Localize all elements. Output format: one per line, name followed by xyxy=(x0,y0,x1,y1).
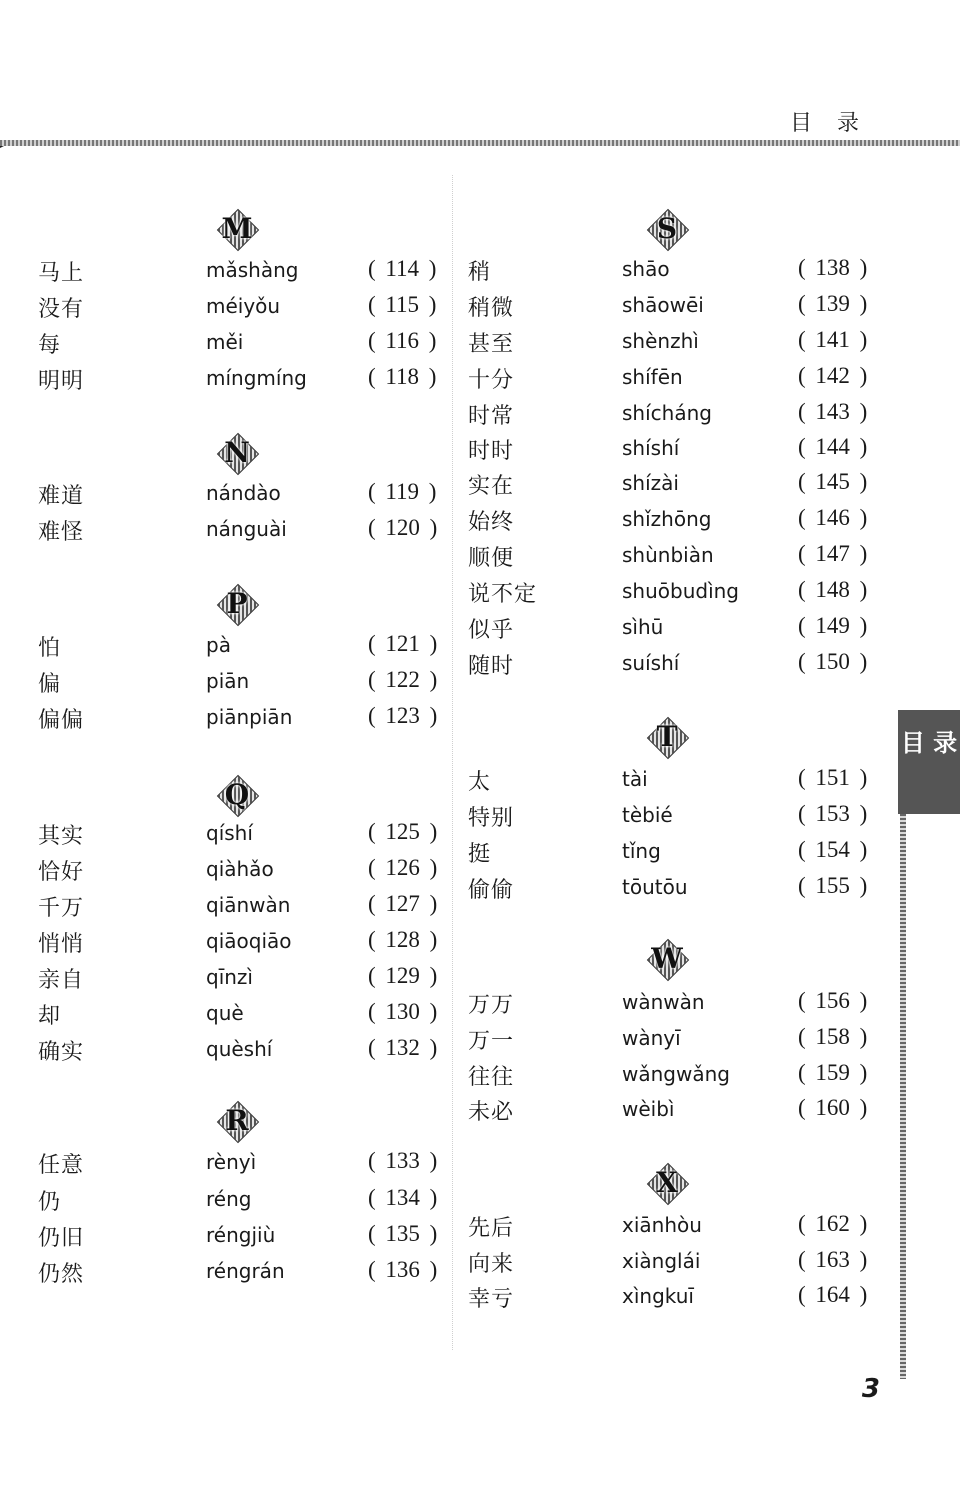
entry-pinyin: nándào xyxy=(206,481,281,505)
entry-word: 亲自 xyxy=(38,968,85,993)
entry-word: 甚至 xyxy=(468,332,515,357)
entry-page-ref: ( 123 ) xyxy=(368,703,438,728)
entry-page-ref: ( 144 ) xyxy=(798,434,868,459)
entry-page-ref: ( 153 ) xyxy=(798,801,868,826)
toc-entry[interactable] xyxy=(468,577,888,613)
page-edge-strip xyxy=(900,814,906,1379)
entry-page-ref: ( 160 ) xyxy=(798,1095,868,1120)
section-letter: M xyxy=(221,212,253,245)
entry-page-ref: ( 128 ) xyxy=(368,927,438,952)
entry-pinyin: qiānwàn xyxy=(206,893,291,917)
entry-page-ref: ( 151 ) xyxy=(798,765,868,790)
entry-page-ref: ( 142 ) xyxy=(798,363,868,388)
entry-page-ref: ( 162 ) xyxy=(798,1211,868,1236)
entry-page-ref: ( 164 ) xyxy=(798,1282,868,1307)
entry-word: 任意 xyxy=(38,1153,85,1178)
entry-page-ref: ( 115 ) xyxy=(368,292,437,317)
entry-word: 稍 xyxy=(468,260,492,285)
toc-entry[interactable] xyxy=(468,399,888,435)
entry-word: 悄悄 xyxy=(38,932,85,957)
entry-pinyin: wànyī xyxy=(622,1026,681,1050)
toc-entry[interactable] xyxy=(468,649,888,685)
toc-entry[interactable] xyxy=(38,256,458,292)
entry-pinyin: tài xyxy=(622,767,648,791)
toc-entry[interactable] xyxy=(468,291,888,327)
entry-pinyin: nánguài xyxy=(206,517,287,541)
entry-page-ref: ( 130 ) xyxy=(368,999,438,1024)
entry-word: 千万 xyxy=(38,896,85,921)
entry-pinyin: qíshí xyxy=(206,821,253,845)
section-letter: S xyxy=(656,212,678,245)
entry-pinyin: rènyì xyxy=(206,1150,257,1174)
entry-pinyin: méiyǒu xyxy=(206,294,281,318)
toc-entry[interactable] xyxy=(38,479,458,515)
toc-entry[interactable] xyxy=(468,1211,888,1247)
entry-word: 马上 xyxy=(38,261,85,286)
toc-entry[interactable] xyxy=(468,613,888,649)
entry-word: 说不定 xyxy=(468,582,538,607)
entry-page-ref: ( 154 ) xyxy=(798,837,868,862)
entry-word: 实在 xyxy=(468,474,515,499)
entry-pinyin: shāowēi xyxy=(622,293,704,317)
section-letter: P xyxy=(226,587,248,620)
entry-word: 偷偷 xyxy=(468,878,515,903)
entry-word: 特别 xyxy=(468,806,515,831)
toc-entry[interactable] xyxy=(468,434,888,470)
entry-page-ref: ( 158 ) xyxy=(798,1024,868,1049)
entry-pinyin: xiānhòu xyxy=(622,1213,702,1237)
entry-pinyin: shízài xyxy=(622,471,679,495)
section-letter-badge xyxy=(216,1100,258,1142)
entry-word: 幸亏 xyxy=(468,1287,515,1312)
entry-pinyin: tōutōu xyxy=(622,875,688,899)
entry-word: 挺 xyxy=(468,842,492,867)
entry-pinyin: wèibì xyxy=(622,1097,675,1121)
entry-pinyin: réngjiù xyxy=(206,1223,276,1247)
entry-page-ref: ( 116 ) xyxy=(368,328,437,353)
section-letter: R xyxy=(225,1104,249,1137)
section-letter: N xyxy=(224,436,250,469)
entry-pinyin: qiāoqiāo xyxy=(206,929,292,953)
toc-entry[interactable] xyxy=(38,1185,458,1221)
entry-word: 仍 xyxy=(38,1190,62,1215)
entry-pinyin: réngrán xyxy=(206,1259,285,1283)
entry-word: 时时 xyxy=(468,439,515,464)
entry-word: 怕 xyxy=(38,636,62,661)
entry-pinyin: shíshí xyxy=(622,436,680,460)
entry-word: 向来 xyxy=(468,1252,515,1277)
entry-page-ref: ( 133 ) xyxy=(368,1148,438,1173)
section-letter: X xyxy=(656,1166,678,1199)
toc-entry[interactable] xyxy=(468,1247,888,1283)
entry-pinyin: shùnbiàn xyxy=(622,543,714,567)
entry-page-ref: ( 148 ) xyxy=(798,577,868,602)
entry-pinyin: suíshí xyxy=(622,651,680,675)
toc-entry[interactable] xyxy=(38,1257,458,1293)
entry-pinyin: tǐng xyxy=(622,839,661,863)
entry-page-ref: ( 143 ) xyxy=(798,399,868,424)
toc-entry[interactable] xyxy=(38,855,458,891)
entry-pinyin: què xyxy=(206,1001,244,1025)
entry-page-ref: ( 122 ) xyxy=(368,667,438,692)
entry-word: 时常 xyxy=(468,404,515,429)
entry-pinyin: piān xyxy=(206,669,250,693)
entry-page-ref: ( 138 ) xyxy=(798,255,868,280)
toc-entry[interactable] xyxy=(38,667,458,703)
entry-pinyin: qīnzì xyxy=(206,965,253,989)
entry-word: 太 xyxy=(468,770,492,795)
toc-entry[interactable] xyxy=(468,1095,888,1131)
section-letter: Q xyxy=(224,778,250,811)
entry-pinyin: xìngkuī xyxy=(622,1284,694,1308)
section-letter-badge xyxy=(646,716,688,758)
section-letter-badge xyxy=(216,774,258,816)
entry-word: 明明 xyxy=(38,369,85,394)
section-letter-badge xyxy=(216,583,258,625)
entry-page-ref: ( 149 ) xyxy=(798,613,868,638)
toc-entry[interactable] xyxy=(468,765,888,801)
running-header-title: 目 录 xyxy=(790,111,861,136)
entry-word: 仍然 xyxy=(38,1262,85,1287)
toc-entry[interactable] xyxy=(38,364,458,400)
entry-pinyin: wǎngwǎng xyxy=(622,1062,730,1086)
entry-pinyin: wànwàn xyxy=(622,990,705,1014)
toc-entry[interactable] xyxy=(468,988,888,1024)
entry-pinyin: réng xyxy=(206,1187,252,1211)
entry-pinyin: shāo xyxy=(622,257,670,281)
entry-pinyin: quèshí xyxy=(206,1037,273,1061)
section-letter-badge xyxy=(646,208,688,250)
entry-page-ref: ( 126 ) xyxy=(368,855,438,880)
entry-page-ref: ( 132 ) xyxy=(368,1035,438,1060)
entry-word: 其实 xyxy=(38,824,85,849)
entry-pinyin: mǎshàng xyxy=(206,258,299,282)
entry-word: 十分 xyxy=(468,368,515,393)
entry-page-ref: ( 134 ) xyxy=(368,1185,438,1210)
entry-page-ref: ( 118 ) xyxy=(368,364,437,389)
entry-page-ref: ( 150 ) xyxy=(798,649,868,674)
entry-pinyin: shícháng xyxy=(622,401,712,425)
entry-word: 难道 xyxy=(38,484,85,509)
toc-entry[interactable] xyxy=(468,873,888,909)
entry-pinyin: sìhū xyxy=(622,615,664,639)
entry-pinyin: míngmíng xyxy=(206,366,307,390)
entry-page-ref: ( 120 ) xyxy=(368,515,438,540)
toc-entry[interactable] xyxy=(38,1035,458,1071)
toc-entry[interactable] xyxy=(468,327,888,363)
entry-page-ref: ( 129 ) xyxy=(368,963,438,988)
section-letter: W xyxy=(651,942,683,975)
toc-entry[interactable] xyxy=(38,891,458,927)
entry-word: 没有 xyxy=(38,297,85,322)
toc-entry[interactable] xyxy=(468,469,888,505)
entry-page-ref: ( 127 ) xyxy=(368,891,438,916)
toc-entry[interactable] xyxy=(468,837,888,873)
toc-entry[interactable] xyxy=(38,703,458,739)
entry-pinyin: qiàhǎo xyxy=(206,857,274,881)
entry-page-ref: ( 114 ) xyxy=(368,256,437,281)
entry-word: 始终 xyxy=(468,510,515,535)
toc-entry[interactable] xyxy=(38,999,458,1035)
entry-page-ref: ( 146 ) xyxy=(798,505,868,530)
entry-word: 往往 xyxy=(468,1065,515,1090)
entry-page-ref: ( 139 ) xyxy=(798,291,868,316)
section-letter-badge xyxy=(216,432,258,474)
entry-word: 先后 xyxy=(468,1216,515,1241)
toc-entry[interactable] xyxy=(38,631,458,667)
entry-word: 万万 xyxy=(468,993,515,1018)
entry-word: 偏偏 xyxy=(38,708,85,733)
toc-entry[interactable] xyxy=(468,1024,888,1060)
section-letter-badge xyxy=(646,1162,688,1204)
entry-word: 随时 xyxy=(468,654,515,679)
toc-entry[interactable] xyxy=(38,328,458,364)
entry-pinyin: pà xyxy=(206,633,231,657)
entry-page-ref: ( 121 ) xyxy=(368,631,438,656)
entry-pinyin: shuōbudìng xyxy=(622,579,740,603)
entry-pinyin: tèbié xyxy=(622,803,673,827)
entry-page-ref: ( 135 ) xyxy=(368,1221,438,1246)
entry-page-ref: ( 141 ) xyxy=(798,327,868,352)
toc-entry[interactable] xyxy=(38,1148,458,1184)
section-letter-badge xyxy=(646,938,688,980)
entry-word: 顺便 xyxy=(468,546,515,571)
toc-entry[interactable] xyxy=(468,541,888,577)
entry-page-ref: ( 136 ) xyxy=(368,1257,438,1282)
section-letter: T xyxy=(656,720,678,753)
toc-entry[interactable] xyxy=(468,255,888,291)
toc-entry[interactable] xyxy=(468,1282,888,1318)
entry-pinyin: shífēn xyxy=(622,365,683,389)
entry-word: 未必 xyxy=(468,1100,515,1125)
entry-word: 似乎 xyxy=(468,618,515,643)
entry-page-ref: ( 119 ) xyxy=(368,479,437,504)
toc-entry[interactable] xyxy=(38,1221,458,1257)
header-rule xyxy=(0,140,960,146)
entry-page-ref: ( 125 ) xyxy=(368,819,438,844)
section-thumb-tab[interactable] xyxy=(898,710,960,814)
entry-word: 万一 xyxy=(468,1029,515,1054)
entry-page-ref: ( 159 ) xyxy=(798,1060,868,1085)
entry-word: 偏 xyxy=(38,672,62,697)
entry-page-ref: ( 155 ) xyxy=(798,873,868,898)
entry-page-ref: ( 145 ) xyxy=(798,469,868,494)
section-letter-badge xyxy=(216,208,258,250)
entry-word: 却 xyxy=(38,1004,62,1029)
entry-pinyin: shènzhì xyxy=(622,329,699,353)
entry-word: 稍微 xyxy=(468,296,515,321)
toc-entry[interactable] xyxy=(468,1060,888,1096)
entry-word: 恰好 xyxy=(38,860,85,885)
toc-entry[interactable] xyxy=(468,801,888,837)
entry-pinyin: měi xyxy=(206,330,244,354)
entry-page-ref: ( 147 ) xyxy=(798,541,868,566)
toc-entry[interactable] xyxy=(38,927,458,963)
section-thumb-tab-label: 目 录 xyxy=(900,728,958,757)
entry-word: 仍旧 xyxy=(38,1226,85,1251)
entry-pinyin: piānpiān xyxy=(206,705,293,729)
toc-entry[interactable] xyxy=(468,363,888,399)
entry-word: 确实 xyxy=(38,1040,85,1065)
toc-entry[interactable] xyxy=(38,963,458,999)
entry-word: 难怪 xyxy=(38,520,85,545)
toc-entry[interactable] xyxy=(38,819,458,855)
toc-entry[interactable] xyxy=(38,292,458,328)
entry-pinyin: xiànglái xyxy=(622,1249,701,1273)
entry-pinyin: shǐzhōng xyxy=(622,507,712,531)
toc-entry[interactable] xyxy=(38,515,458,551)
entry-word: 每 xyxy=(38,333,62,358)
page-number: 3 xyxy=(861,1374,880,1404)
toc-entry[interactable] xyxy=(468,505,888,541)
entry-page-ref: ( 156 ) xyxy=(798,988,868,1013)
entry-page-ref: ( 163 ) xyxy=(798,1247,868,1272)
